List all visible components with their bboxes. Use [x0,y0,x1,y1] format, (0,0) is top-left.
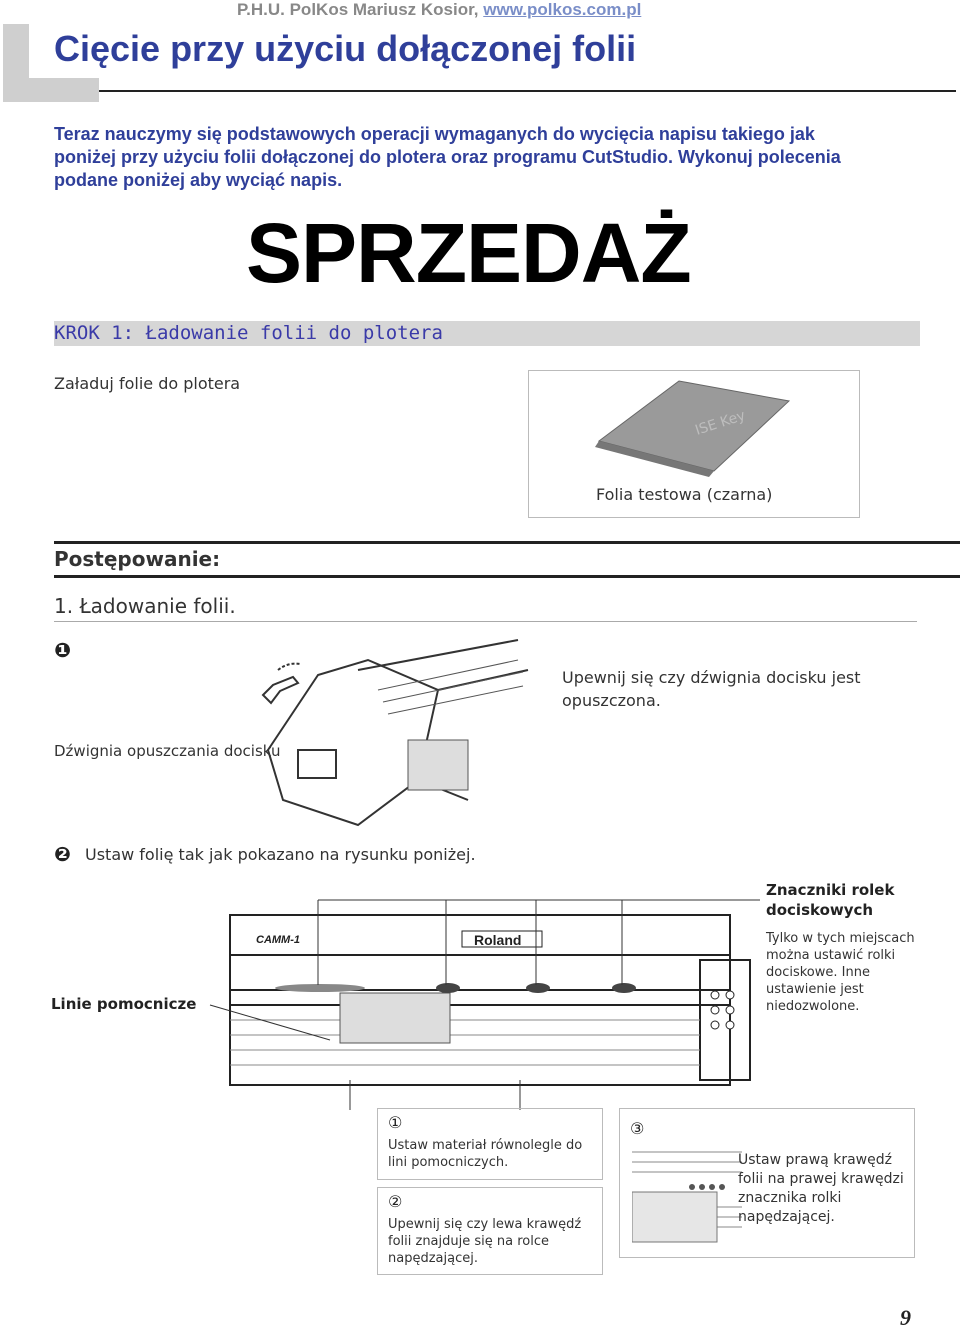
page-title: Cięcie przy użyciu dołączonej folii [54,28,637,69]
plotter-brand: Roland [474,932,522,948]
callout-2-text: Upewnij się czy lewa krawędź folii znajduje się na rolce napędzającej. [388,1217,582,1266]
edge-alignment-illustration [632,1147,742,1247]
procedure-rule-top [54,541,960,544]
step1-title: KROK 1: Ładowanie folii do plotera [54,322,443,344]
foil-logo: ISE Key [693,407,748,439]
callout-1-number: ① [388,1113,403,1132]
pinch-marks-title: Znaczniki rolek dociskowych [766,881,895,919]
plotter-side-illustration [238,630,538,830]
page-header [237,0,641,20]
callout-2 [377,1187,603,1275]
item-divider [54,621,917,622]
procedure-item-1: 1. Ładowanie folii. [54,594,236,618]
callout-1 [377,1108,603,1180]
page-number: 9 [900,1305,911,1330]
company-url[interactable]: www.polkos.com.pl [483,0,642,19]
lever-note: Upewnij się czy dźwignia docisku jest opuszczona. [562,668,861,710]
sample-cut-text: SPRZEDAŻ [246,206,691,300]
callout-1-text: Ustaw materiał równolegle do lini pomocniczych. [388,1138,583,1170]
procedure-rule-bottom [54,575,960,578]
bullet-two: ❷ [54,842,71,866]
company-name: P.H.U. PolKos Mariusz Kosior, [237,0,484,19]
bullet-one: ❶ [54,638,71,662]
foil-caption: Folia testowa (czarna) [596,485,773,504]
guide-lines-label: Linie pomocnicze [51,995,197,1013]
corner-decoration-base [3,78,99,102]
set-foil-instruction: Ustaw folię tak jak pokazano na rysunku poniżej. [85,845,476,864]
procedure-title: Postępowanie: [54,547,221,571]
lever-label: Dźwignia opuszczania docisku [54,742,281,760]
intro-paragraph: Teraz nauczymy się podstawowych operacji wymaganych do wycięcia napisu takiego jak poniżej przy użyciu folii dołączonej do plotera oraz programu CutStudio. Wykonuj polecenia podane poniżej aby wyciąć napis. [54,124,841,190]
callout-2-number: ② [388,1192,403,1211]
pinch-marks-note: Tylko w tych miejscach można ustawić rolki dociskowe. Inne ustawienie jest niedozwolone. [766,931,915,1014]
plotter-model: CAMM-1 [256,934,300,946]
load-instruction: Załaduj folie do plotera [54,374,241,393]
title-divider [99,90,956,92]
callout-3-text: Ustaw prawą krawędź folii na prawej krawędzi znacznika rolki napędzającej. [738,1152,904,1225]
plotter-front-illustration [200,895,760,1095]
callout-3-number: ③ [630,1119,645,1138]
callout-3 [619,1108,915,1258]
